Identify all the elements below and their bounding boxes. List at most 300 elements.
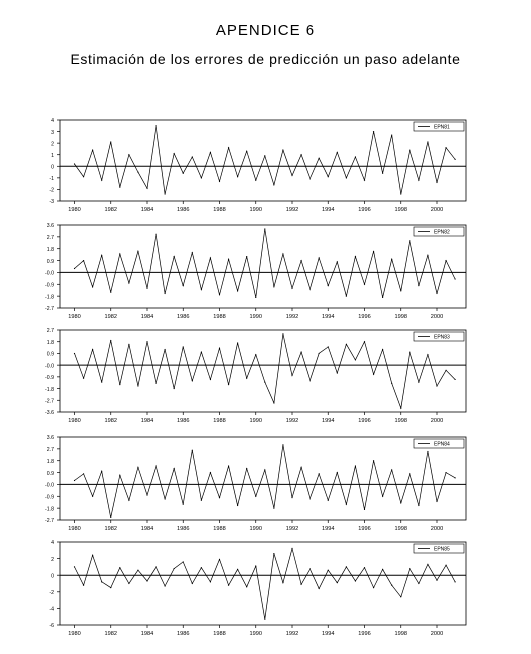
data-point xyxy=(291,497,292,498)
data-point xyxy=(228,465,229,466)
page-title: APENDICE 6 xyxy=(215,22,316,39)
data-point xyxy=(192,380,193,381)
legend-label: EPN85 xyxy=(434,546,450,553)
data-point xyxy=(201,177,202,178)
data-point xyxy=(101,180,102,181)
x-tick-label: 1998 xyxy=(394,207,407,213)
x-tick-label: 1988 xyxy=(213,631,226,637)
y-tick-label: 0.9 xyxy=(46,470,54,477)
x-tick-label: 1992 xyxy=(285,207,299,213)
data-point xyxy=(110,340,111,341)
y-tick-label: 2.7 xyxy=(46,328,54,335)
y-tick-label: -3 xyxy=(49,199,54,206)
data-point xyxy=(74,566,75,567)
x-tick-label: 1992 xyxy=(285,314,299,320)
x-tick-label: 1986 xyxy=(177,418,190,424)
data-point xyxy=(391,585,392,586)
data-point xyxy=(364,180,365,181)
data-point xyxy=(364,284,365,285)
data-point xyxy=(382,349,383,350)
data-point xyxy=(291,375,292,376)
data-point xyxy=(183,504,184,505)
data-point xyxy=(110,292,111,293)
data-point xyxy=(137,570,138,571)
y-tick-label: 1.8 xyxy=(46,458,54,465)
data-point xyxy=(128,500,129,501)
data-point xyxy=(155,465,156,466)
data-point xyxy=(155,234,156,235)
data-point xyxy=(400,290,401,291)
data-point xyxy=(373,587,374,588)
data-point xyxy=(237,569,238,570)
x-tick-label: 1994 xyxy=(322,526,335,532)
data-point xyxy=(237,176,238,177)
x-tick-label: 1996 xyxy=(358,526,371,532)
x-tick-label: 1994 xyxy=(322,418,335,424)
data-point xyxy=(364,341,365,342)
data-point xyxy=(128,154,129,155)
data-point xyxy=(228,384,229,385)
data-point xyxy=(192,583,193,584)
data-point xyxy=(391,134,392,135)
data-point xyxy=(183,285,184,286)
x-tick-label: 1982 xyxy=(104,207,117,213)
data-point xyxy=(319,257,320,258)
data-point xyxy=(427,141,428,142)
data-point xyxy=(83,176,84,177)
y-tick-label: 4 xyxy=(51,118,54,125)
x-tick-label: 1986 xyxy=(177,207,190,213)
y-tick-label: 1 xyxy=(51,152,54,159)
data-point xyxy=(74,268,75,269)
data-point xyxy=(174,568,175,569)
data-point xyxy=(273,184,274,185)
y-tick-label: 0 xyxy=(51,164,54,171)
data-point xyxy=(427,354,428,355)
data-point xyxy=(282,253,283,254)
data-point xyxy=(337,152,338,153)
data-point xyxy=(436,385,437,386)
data-point xyxy=(273,553,274,554)
x-tick-label: 1980 xyxy=(68,314,81,320)
data-point xyxy=(128,344,129,345)
data-point xyxy=(409,352,410,353)
y-tick-label: 4 xyxy=(51,540,54,547)
x-tick-label: 1992 xyxy=(285,631,299,637)
y-tick-label: -2 xyxy=(49,590,54,596)
x-tick-label: 1982 xyxy=(104,314,117,320)
data-point xyxy=(264,381,265,382)
data-point xyxy=(337,261,338,262)
x-tick-label: 1984 xyxy=(140,418,154,424)
page-subtitle: Estimación de los errores de predicción un paso adelante xyxy=(70,51,461,67)
data-point xyxy=(364,567,365,568)
data-point xyxy=(174,256,175,257)
data-point xyxy=(192,450,193,451)
data-point xyxy=(237,290,238,291)
data-point xyxy=(400,193,401,194)
data-point xyxy=(273,508,274,509)
data-point xyxy=(119,384,120,385)
data-point xyxy=(282,582,283,583)
data-point xyxy=(119,187,120,188)
y-tick-label: -0.0 xyxy=(45,270,54,277)
data-point xyxy=(418,505,419,506)
data-point xyxy=(455,581,456,582)
data-point xyxy=(183,561,184,562)
data-point xyxy=(183,173,184,174)
data-point xyxy=(255,297,256,298)
y-tick-label: 1.8 xyxy=(46,339,54,346)
data-point xyxy=(391,383,392,384)
data-point xyxy=(201,289,202,290)
data-point xyxy=(210,257,211,258)
x-tick-label: 1998 xyxy=(394,418,407,424)
x-tick-label: 1998 xyxy=(394,314,407,320)
data-point xyxy=(201,567,202,568)
data-point xyxy=(74,480,75,481)
data-point xyxy=(137,385,138,386)
data-point xyxy=(92,286,93,287)
data-point xyxy=(165,349,166,350)
data-point xyxy=(337,582,338,583)
data-point xyxy=(155,566,156,567)
data-point xyxy=(219,181,220,182)
data-point xyxy=(445,472,446,473)
data-point xyxy=(264,469,265,470)
y-tick-label: -1.8 xyxy=(45,506,54,513)
data-point xyxy=(192,252,193,253)
data-point xyxy=(228,259,229,260)
legend-label: EPN81 xyxy=(434,124,450,131)
legend-label: EPN84 xyxy=(434,441,450,448)
data-point xyxy=(282,333,283,334)
data-point xyxy=(228,147,229,148)
data-point xyxy=(83,473,84,474)
x-tick-label: 1994 xyxy=(322,631,335,637)
x-tick-label: 1998 xyxy=(394,526,407,532)
data-point xyxy=(110,587,111,588)
y-tick-label: -2.7 xyxy=(45,306,54,313)
data-point xyxy=(128,282,129,283)
y-tick-label: -1.8 xyxy=(45,386,54,393)
data-point xyxy=(373,131,374,132)
data-point xyxy=(92,149,93,150)
data-point xyxy=(409,473,410,474)
data-point xyxy=(409,568,410,569)
data-point xyxy=(264,155,265,156)
data-point xyxy=(373,374,374,375)
data-point xyxy=(264,228,265,229)
data-point xyxy=(418,180,419,181)
data-point xyxy=(355,156,356,157)
data-point xyxy=(319,588,320,589)
y-tick-label: -0.9 xyxy=(45,494,54,501)
chart-panel-3 xyxy=(45,328,466,424)
x-tick-label: 1982 xyxy=(104,631,117,637)
data-point xyxy=(291,175,292,176)
data-point xyxy=(436,293,437,294)
chart-panel-5 xyxy=(49,540,466,637)
data-point xyxy=(165,293,166,294)
data-point xyxy=(427,564,428,565)
x-tick-label: 1996 xyxy=(358,418,371,424)
data-point xyxy=(255,180,256,181)
data-point xyxy=(391,469,392,470)
x-tick-label: 2000 xyxy=(430,418,444,424)
data-point xyxy=(319,473,320,474)
data-point xyxy=(346,566,347,567)
data-point xyxy=(201,352,202,353)
x-tick-label: 1986 xyxy=(177,314,190,320)
y-tick-label: 0.9 xyxy=(46,258,54,265)
data-point xyxy=(445,565,446,566)
chart-panel-1 xyxy=(49,118,466,213)
data-point xyxy=(355,359,356,360)
data-point xyxy=(355,256,356,257)
y-tick-label: 2 xyxy=(51,141,54,148)
data-point xyxy=(418,285,419,286)
data-point xyxy=(174,153,175,154)
data-point xyxy=(146,188,147,189)
x-tick-label: 1984 xyxy=(140,314,154,320)
data-point xyxy=(364,509,365,510)
data-point xyxy=(228,585,229,586)
x-tick-label: 2000 xyxy=(430,207,444,213)
data-point xyxy=(119,253,120,254)
data-point xyxy=(83,260,84,261)
data-point xyxy=(137,251,138,252)
data-point xyxy=(310,289,311,290)
data-point xyxy=(83,378,84,379)
data-point xyxy=(119,475,120,476)
data-point xyxy=(427,451,428,452)
y-tick-label: -1.8 xyxy=(45,294,54,301)
x-tick-label: 1988 xyxy=(213,314,226,320)
y-tick-label: -0.0 xyxy=(45,363,54,370)
data-point xyxy=(155,125,156,126)
data-point xyxy=(92,349,93,350)
data-point xyxy=(291,288,292,289)
data-point xyxy=(400,596,401,597)
data-point xyxy=(300,584,301,585)
x-tick-label: 1994 xyxy=(322,314,335,320)
data-point xyxy=(346,177,347,178)
x-tick-label: 1992 xyxy=(285,418,299,424)
data-point xyxy=(310,178,311,179)
data-point xyxy=(427,255,428,256)
data-point xyxy=(328,285,329,286)
data-point xyxy=(382,173,383,174)
data-point xyxy=(436,580,437,581)
x-tick-label: 1980 xyxy=(68,631,81,637)
data-point xyxy=(282,444,283,445)
data-point xyxy=(146,494,147,495)
data-point xyxy=(300,260,301,261)
chart-panel-2 xyxy=(45,223,466,320)
data-point xyxy=(210,152,211,153)
x-tick-label: 1998 xyxy=(394,631,407,637)
data-point xyxy=(83,585,84,586)
data-point xyxy=(146,341,147,342)
data-point xyxy=(373,251,374,252)
x-tick-label: 1984 xyxy=(140,526,154,532)
data-point xyxy=(319,158,320,159)
y-tick-label: 2.7 xyxy=(46,447,54,454)
x-tick-label: 1984 xyxy=(140,631,154,637)
data-point xyxy=(382,496,383,497)
data-point xyxy=(346,296,347,297)
data-point xyxy=(400,502,401,503)
data-point xyxy=(273,402,274,403)
data-point xyxy=(373,460,374,461)
y-tick-label: -0.0 xyxy=(45,482,54,489)
data-point xyxy=(337,472,338,473)
legend-label: EPN82 xyxy=(434,229,450,236)
data-point xyxy=(165,193,166,194)
data-point xyxy=(273,286,274,287)
series-line xyxy=(75,229,456,298)
data-point xyxy=(445,370,446,371)
x-tick-label: 1996 xyxy=(358,314,371,320)
x-tick-label: 2000 xyxy=(430,314,444,320)
x-tick-label: 2000 xyxy=(430,631,444,637)
y-tick-label: -2.7 xyxy=(45,398,54,405)
y-tick-label: -2.7 xyxy=(45,518,54,525)
x-tick-label: 1982 xyxy=(104,418,117,424)
data-point xyxy=(436,501,437,502)
series-line xyxy=(75,546,456,620)
data-point xyxy=(74,163,75,164)
data-point xyxy=(455,477,456,478)
series-line xyxy=(75,445,456,518)
x-tick-label: 1986 xyxy=(177,526,190,532)
data-point xyxy=(382,569,383,570)
data-point xyxy=(445,147,446,148)
y-tick-label: 2 xyxy=(51,556,54,563)
data-point xyxy=(328,346,329,347)
y-tick-label: 3 xyxy=(51,129,54,136)
data-point xyxy=(418,381,419,382)
chart-panel-4 xyxy=(45,435,466,532)
data-point xyxy=(455,379,456,380)
x-tick-label: 1988 xyxy=(213,207,226,213)
data-point xyxy=(409,240,410,241)
data-point xyxy=(255,496,256,497)
data-point xyxy=(237,505,238,506)
data-point xyxy=(255,354,256,355)
data-point xyxy=(445,260,446,261)
data-point xyxy=(92,555,93,556)
x-tick-label: 1996 xyxy=(358,631,371,637)
data-point xyxy=(246,151,247,152)
data-point xyxy=(300,467,301,468)
data-point xyxy=(237,342,238,343)
data-point xyxy=(291,548,292,549)
data-point xyxy=(319,353,320,354)
data-point xyxy=(300,352,301,353)
data-point xyxy=(101,471,102,472)
data-point xyxy=(119,567,120,568)
data-point xyxy=(455,159,456,160)
data-point xyxy=(137,171,138,172)
data-point xyxy=(110,517,111,518)
data-point xyxy=(246,378,247,379)
data-point xyxy=(146,580,147,581)
y-tick-label: 2.7 xyxy=(46,235,54,242)
data-point xyxy=(74,353,75,354)
x-tick-label: 1996 xyxy=(358,207,371,213)
y-tick-label: 0.9 xyxy=(46,351,54,358)
x-tick-label: 1990 xyxy=(249,418,262,424)
y-tick-label: -1 xyxy=(49,176,54,183)
data-point xyxy=(137,467,138,468)
y-tick-label: -0.9 xyxy=(45,282,54,289)
data-point xyxy=(101,581,102,582)
x-tick-label: 1990 xyxy=(249,526,262,532)
data-point xyxy=(328,570,329,571)
data-point xyxy=(255,565,256,566)
data-point xyxy=(165,498,166,499)
data-point xyxy=(101,381,102,382)
data-point xyxy=(409,149,410,150)
data-point xyxy=(264,619,265,620)
data-point xyxy=(92,496,93,497)
y-tick-label: 3.6 xyxy=(46,223,54,230)
series-line xyxy=(75,126,456,194)
x-tick-label: 1980 xyxy=(68,526,81,532)
data-point xyxy=(346,504,347,505)
data-point xyxy=(282,149,283,150)
data-point xyxy=(155,383,156,384)
series-line xyxy=(75,334,456,408)
data-point xyxy=(337,372,338,373)
y-tick-label: -2 xyxy=(49,187,54,194)
y-tick-label: -4 xyxy=(49,606,54,613)
data-point xyxy=(382,297,383,298)
data-point xyxy=(436,182,437,183)
x-tick-label: 1984 xyxy=(140,207,154,213)
x-tick-label: 1994 xyxy=(322,207,335,213)
x-tick-label: 1988 xyxy=(213,526,226,532)
y-tick-label: 1.8 xyxy=(46,246,54,253)
y-tick-label: 3.6 xyxy=(46,435,54,442)
data-point xyxy=(246,256,247,257)
data-point xyxy=(246,586,247,587)
x-tick-label: 1988 xyxy=(213,418,226,424)
y-tick-label: -3.6 xyxy=(45,410,54,417)
data-point xyxy=(165,585,166,586)
data-point xyxy=(174,388,175,389)
y-tick-label: 0 xyxy=(51,573,54,580)
data-point xyxy=(391,259,392,260)
data-point xyxy=(346,344,347,345)
data-point xyxy=(219,294,220,295)
data-point xyxy=(300,154,301,155)
plot-frame xyxy=(60,330,466,412)
data-point xyxy=(128,583,129,584)
data-point xyxy=(210,581,211,582)
data-point xyxy=(101,255,102,256)
data-point xyxy=(246,468,247,469)
data-point xyxy=(328,500,329,501)
data-point xyxy=(210,472,211,473)
data-point xyxy=(146,288,147,289)
x-tick-label: 1990 xyxy=(249,631,262,637)
data-point xyxy=(400,407,401,408)
data-point xyxy=(310,498,311,499)
x-tick-label: 1980 xyxy=(68,207,81,213)
